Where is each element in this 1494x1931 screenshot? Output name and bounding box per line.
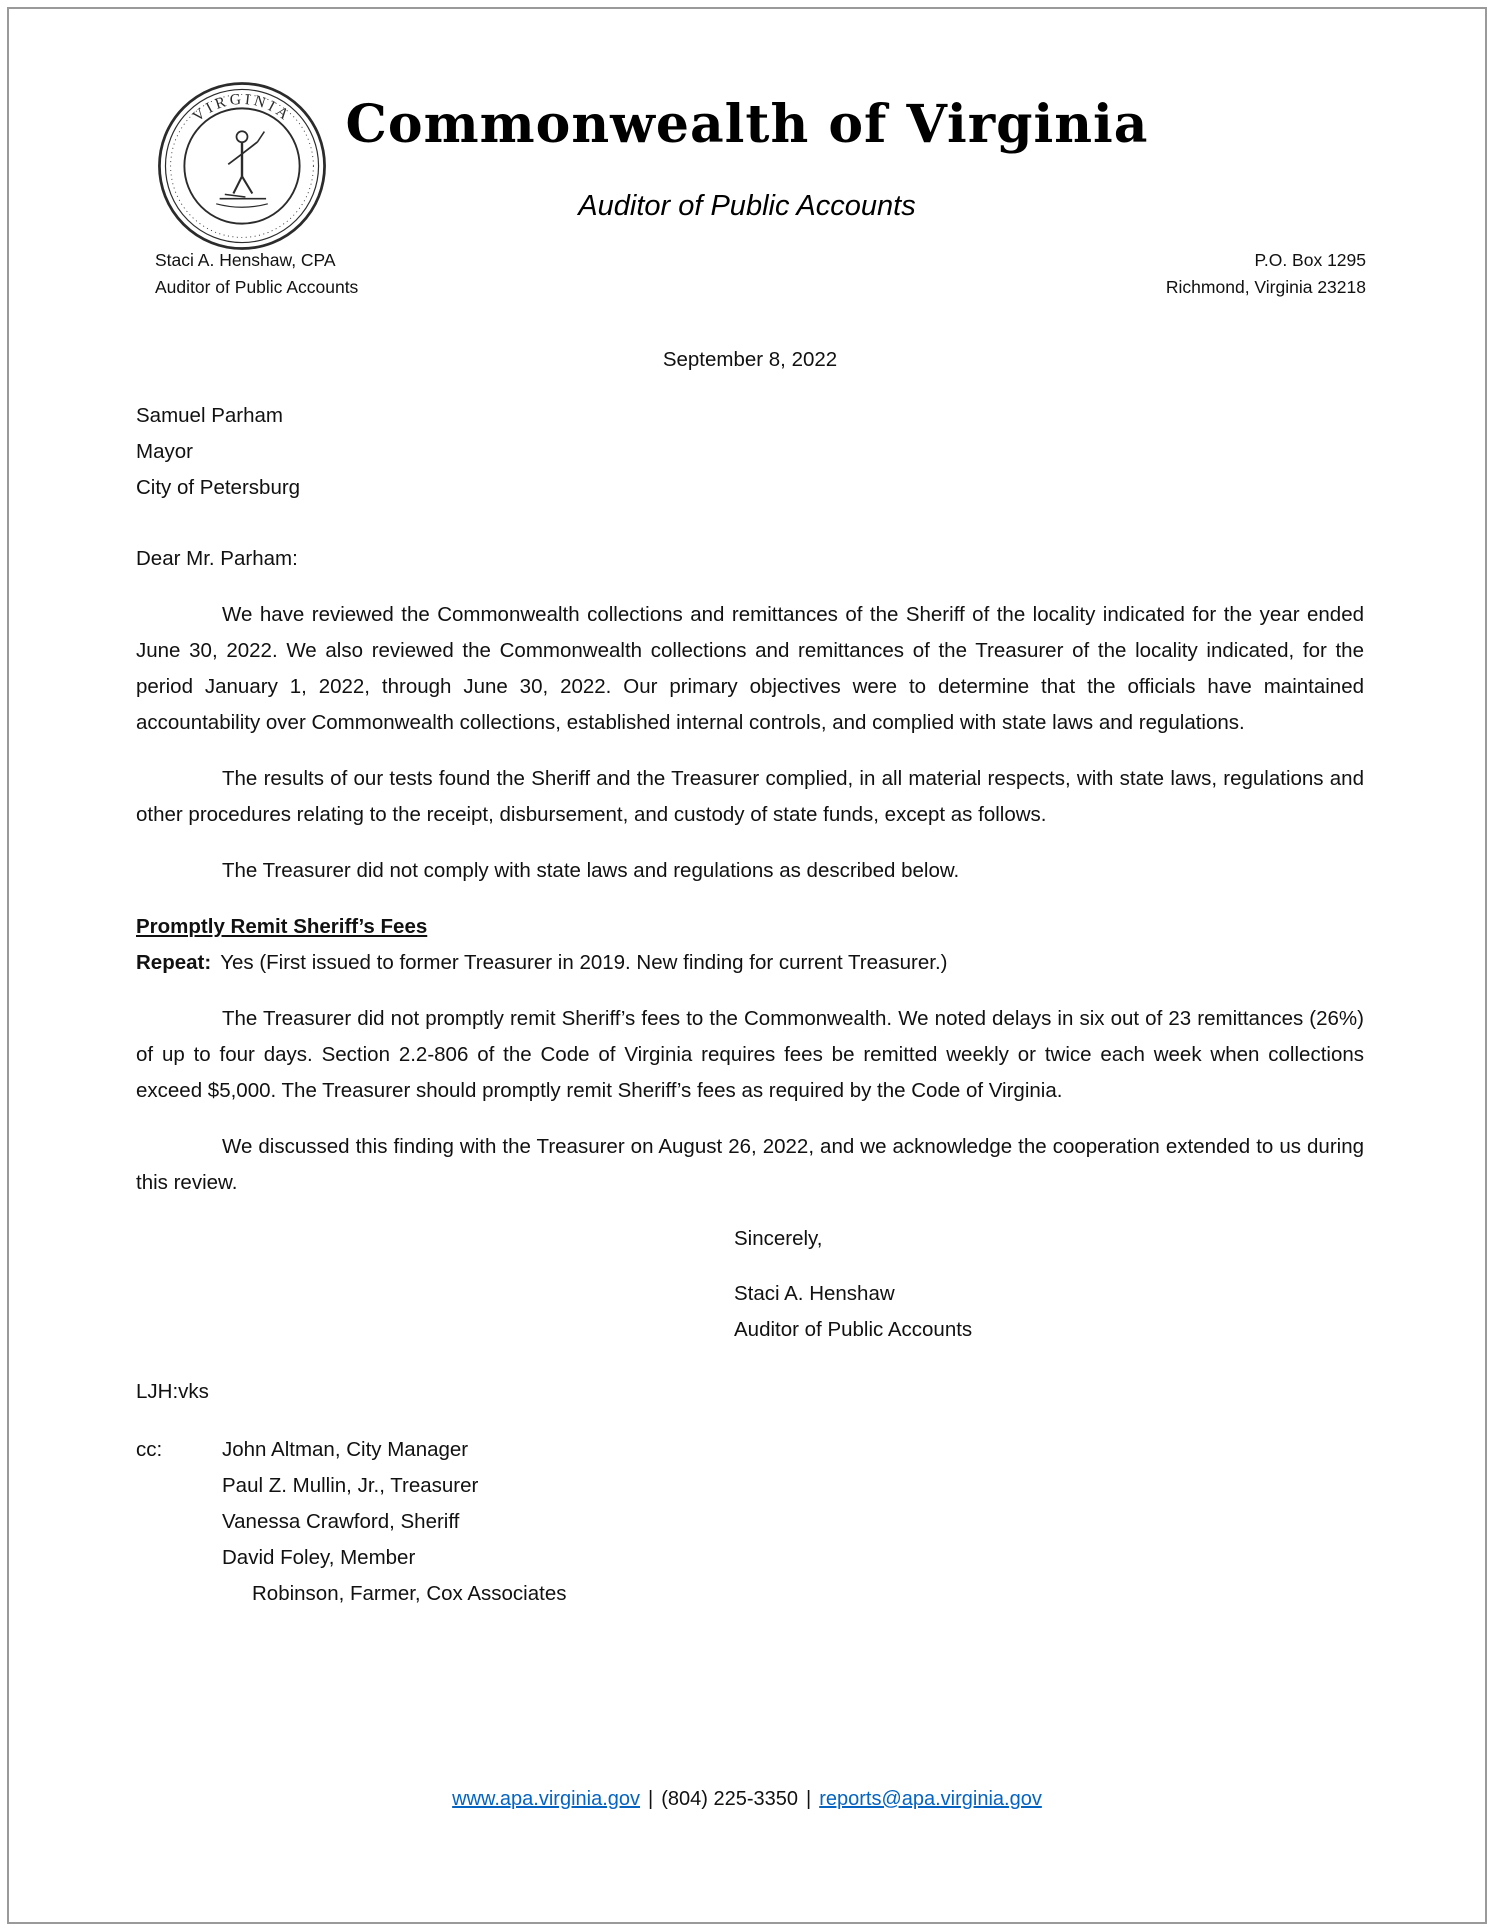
- paragraph: The Treasurer did not promptly remit Sheriff’s fees to the Commonwealth. We noted delays in six out of 23 remittances (26%) of up to four days. Section 2.2-806 of the Code of Virginia requires fees be remitted weekly or twice each week when collections exceed $5,000. The Treasurer should promptly remit Sheriff’s fees as required by the Code of Virginia.: [136, 1007, 1364, 1102]
- letter-body: [136, 342, 1364, 1612]
- closing-sincerely: Sincerely,: [734, 1227, 823, 1250]
- cc-names: [222, 1432, 566, 1612]
- po-box: P.O. Box 1295: [1254, 250, 1366, 270]
- city-state-zip: Richmond, Virginia 23218: [1165, 277, 1366, 297]
- paragraph: The results of our tests found the Sheriff and the Treasurer complied, in all material respects, with state laws, regulations and other procedures relating to the receipt, disbursement, and custody of state funds, except as follows.: [136, 767, 1364, 826]
- cc-name: Paul Z. Mullin, Jr., Treasurer: [222, 1474, 479, 1497]
- sender-address-block: [1166, 247, 1366, 301]
- cc-name: Vanessa Crawford, Sheriff: [222, 1510, 460, 1533]
- repeat-line: [136, 945, 1364, 981]
- paragraph: We have reviewed the Commonwealth collections and remittances of the Sheriff of the locality indicated for the year ended June 30, 2022. We also reviewed the Commonwealth collections and remittances of the Treasurer of the locality indicated, for the period January 1, 2022, through June 30, 2022. Our primary objectives were to determine that the officials have maintained accountability over Commonwealth collections, established internal controls, and complied with state laws and regulations.: [136, 603, 1364, 734]
- paragraph: We discussed this finding with the Treasurer on August 26, 2022, and we acknowledge the cooperation extended to us during this review.: [136, 1135, 1364, 1194]
- sender-name-block: [155, 247, 358, 301]
- repeat-text: Yes (First issued to former Treasurer in 2019. New finding for current Treasurer.): [220, 951, 948, 974]
- paragraph: The Treasurer did not comply with state laws and regulations as described below.: [222, 859, 960, 882]
- recipient-name: Samuel Parham: [136, 404, 283, 427]
- sender-name: Staci A. Henshaw, CPA: [155, 250, 336, 270]
- cc-name: David Foley, Member: [222, 1546, 416, 1569]
- recipient-locality: City of Petersburg: [136, 476, 301, 499]
- repeat-label: Repeat:: [136, 951, 212, 974]
- signature-name: Staci A. Henshaw: [734, 1282, 895, 1305]
- letter-date: September 8, 2022: [662, 348, 838, 371]
- salutation: Dear Mr. Parham:: [136, 547, 298, 570]
- finding-heading: Promptly Remit Sheriff’s Fees: [136, 915, 428, 938]
- cc-firm: Robinson, Farmer, Cox Associates: [252, 1582, 567, 1605]
- cc-name: John Altman, City Manager: [222, 1438, 469, 1461]
- closing-block: [734, 1221, 1364, 1348]
- document-subtitle: Auditor of Public Accounts: [578, 190, 916, 222]
- header-contact-row: [155, 247, 1366, 301]
- sender-title: Auditor of Public Accounts: [155, 277, 359, 297]
- cc-label: cc:: [136, 1438, 163, 1461]
- footer-separator: |: [648, 1788, 654, 1810]
- document-title: Commonwealth of Virginia: [345, 94, 1149, 155]
- phone-number: (804) 225-3350: [661, 1788, 798, 1810]
- recipient-title: Mayor: [136, 440, 193, 463]
- website-link[interactable]: www.apa.virginia.gov: [452, 1788, 641, 1810]
- footer-separator: |: [806, 1788, 812, 1810]
- reference-initials: LJH:vks: [136, 1380, 209, 1403]
- seal-top-text: VIRGINIA: [189, 90, 295, 126]
- signature-title: Auditor of Public Accounts: [734, 1318, 973, 1341]
- page-footer: [0, 1788, 1494, 1811]
- cc-block: [136, 1432, 1364, 1612]
- email-link[interactable]: reports@apa.virginia.gov: [819, 1788, 1042, 1810]
- recipient-block: [136, 398, 1364, 506]
